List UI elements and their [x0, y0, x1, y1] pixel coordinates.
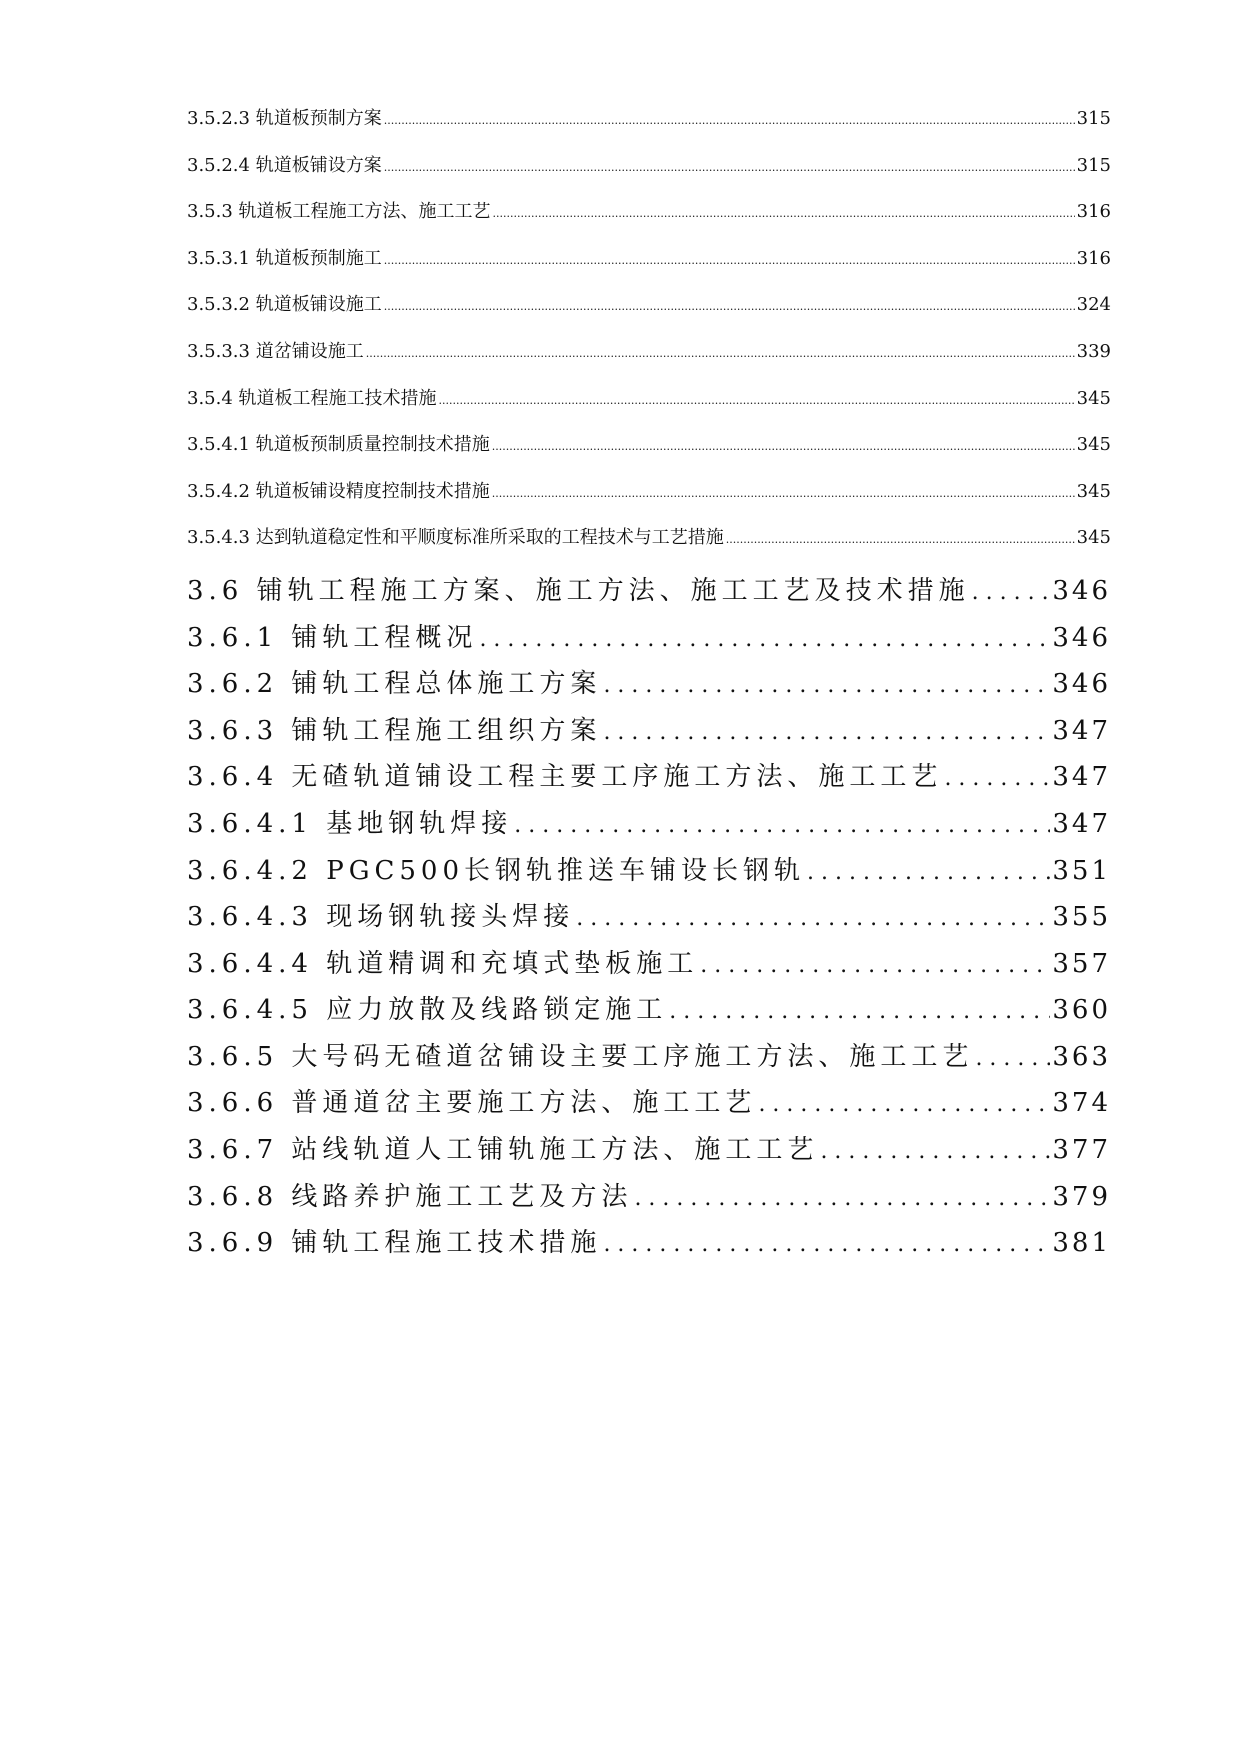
toc-entry-text: 站线轨道人工铺轨施工方法、施工工艺	[291, 1135, 819, 1166]
toc-entry-page: 357	[1052, 948, 1111, 979]
toc-entry-title	[187, 710, 601, 747]
toc-entry-text: 铺轨工程总体施工方案	[291, 669, 602, 700]
dot-leader	[514, 809, 1050, 839]
toc-entry-number: 3.5.4.1	[187, 434, 250, 456]
dot-leader	[700, 949, 1050, 979]
toc-entry[interactable]	[187, 1082, 1111, 1129]
toc-entry-page: 345	[1076, 387, 1111, 409]
toc-entry-text: 现场钢轨接头焊接	[326, 902, 575, 933]
toc-entry-number: 3.6.4	[187, 762, 279, 793]
toc-entry[interactable]	[187, 290, 1111, 337]
toc-entry-page: 345	[1076, 480, 1111, 502]
dot-leader	[384, 294, 1075, 315]
toc-entry-title	[187, 523, 724, 549]
toc-entry[interactable]	[187, 104, 1111, 151]
dot-leader	[975, 1042, 1050, 1072]
toc-entry-page: 346	[1052, 669, 1111, 700]
toc-entry[interactable]	[187, 1176, 1111, 1223]
toc-entry-text: 达到轨道稳定性和平顺度标准所采取的工程技术与工艺措施	[255, 527, 724, 549]
toc-entry-title	[187, 663, 601, 700]
toc-entry[interactable]	[187, 384, 1111, 431]
toc-entry-number: 3.6.6	[187, 1088, 279, 1119]
toc-entry[interactable]	[187, 850, 1111, 897]
toc-entry-title	[187, 989, 667, 1026]
toc-entry[interactable]	[187, 523, 1111, 570]
toc-entry-number: 3.5.4.3	[187, 527, 250, 549]
toc-entry-number: 3.6.9	[187, 1228, 279, 1259]
table-of-contents	[187, 104, 1111, 1269]
toc-entry-page: 316	[1076, 201, 1111, 223]
dot-leader	[384, 248, 1075, 269]
toc-entry-number: 3.6.7	[187, 1135, 279, 1166]
toc-entry-title	[187, 1176, 632, 1213]
toc-entry-title	[187, 1036, 973, 1073]
dot-leader	[820, 1135, 1050, 1165]
dot-leader	[384, 108, 1075, 129]
toc-entry-number: 3.6.3	[187, 715, 279, 746]
toc-entry-number: 3.5.2.3	[187, 108, 250, 129]
toc-entry-number: 3.5.3	[187, 201, 233, 223]
toc-entry-number: 3.6.4.1	[187, 808, 313, 839]
toc-entry-number: 3.5.3.2	[187, 294, 250, 316]
toc-entry-title	[187, 850, 805, 887]
toc-entry-page: 347	[1052, 715, 1111, 746]
toc-entry[interactable]	[187, 1129, 1111, 1176]
toc-entry-page: 315	[1076, 108, 1111, 129]
dot-leader	[944, 762, 1050, 792]
toc-entry-text: 应力放散及线路锁定施工	[326, 995, 668, 1026]
toc-entry-title	[187, 430, 490, 456]
dot-leader	[479, 623, 1050, 653]
dot-leader	[634, 1182, 1050, 1212]
toc-entry[interactable]	[187, 430, 1111, 477]
toc-entry-title	[187, 384, 437, 410]
dot-leader	[758, 1088, 1050, 1118]
toc-entry[interactable]	[187, 477, 1111, 524]
toc-entry-title	[187, 244, 382, 270]
dot-leader	[603, 1228, 1050, 1258]
dot-leader	[972, 576, 1051, 606]
toc-entry[interactable]	[187, 803, 1111, 850]
toc-entry-text: 铺轨工程施工方案、施工方法、施工工艺及技术措施	[256, 575, 970, 606]
dot-leader	[439, 388, 1075, 409]
toc-entry-title	[187, 1129, 818, 1166]
toc-entry[interactable]	[187, 756, 1111, 803]
toc-entry-title	[187, 896, 574, 933]
toc-entry-text: 基地钢轨焊接	[326, 808, 513, 839]
dot-leader	[384, 155, 1075, 176]
toc-entry-text: 大号码无碴道岔铺设主要工序施工方法、施工工艺	[291, 1041, 974, 1072]
toc-entry-page: 316	[1076, 247, 1111, 269]
dot-leader	[366, 341, 1075, 362]
toc-entry-page: 324	[1076, 294, 1111, 316]
toc-entry-text: 道岔铺设施工	[255, 340, 364, 362]
toc-entry-page: 355	[1052, 902, 1111, 933]
toc-entry-page: 360	[1052, 995, 1111, 1026]
toc-entry-title	[187, 756, 942, 793]
toc-entry-text: 轨道板工程施工方法、施工工艺	[238, 201, 491, 223]
toc-entry-page: 379	[1052, 1181, 1111, 1212]
toc-entry-text: 轨道板工程施工技术措施	[238, 387, 437, 409]
toc-entry-page: 347	[1052, 808, 1111, 839]
toc-entry-page: 351	[1052, 855, 1111, 886]
toc-entry-text: 铺轨工程施工组织方案	[291, 715, 602, 746]
toc-entry-title	[187, 197, 491, 223]
toc-entry-text: 轨道板预制质量控制技术措施	[255, 434, 490, 456]
toc-entry-number: 3.6.4.3	[187, 902, 313, 933]
toc-entry-number: 3.5.4	[187, 387, 233, 409]
toc-entry-text: 轨道板铺设精度控制技术措施	[255, 480, 490, 502]
dot-leader	[807, 856, 1050, 886]
toc-entry-number: 3.5.3.1	[187, 247, 250, 269]
toc-entry-number: 3.5.4.2	[187, 480, 250, 502]
toc-entry-page: 374	[1052, 1088, 1111, 1119]
toc-entry-title	[187, 570, 970, 607]
toc-entry-text: 无碴轨道铺设工程主要工序施工方法、施工工艺	[291, 762, 943, 793]
toc-entry-number: 3.5.3.3	[187, 340, 250, 362]
dot-leader	[603, 716, 1050, 746]
toc-entry-number: 3.6	[187, 575, 244, 606]
toc-entry[interactable]	[187, 663, 1111, 710]
toc-entry[interactable]	[187, 617, 1111, 664]
toc-entry-page: 363	[1052, 1041, 1111, 1072]
toc-entry-text: 轨道板铺设施工	[255, 294, 382, 316]
dot-leader	[493, 201, 1075, 222]
toc-entry-number: 3.6.1	[187, 622, 279, 653]
toc-entry-page: 346	[1052, 622, 1111, 653]
toc-entry[interactable]	[187, 570, 1111, 617]
toc-entry-title	[187, 943, 698, 980]
dot-leader	[669, 995, 1050, 1025]
toc-entry-text: 轨道板预制施工	[255, 247, 382, 269]
toc-entry-title	[187, 1222, 601, 1259]
toc-entry[interactable]	[187, 151, 1111, 198]
toc-entry[interactable]	[187, 710, 1111, 757]
toc-entry-page: 347	[1052, 762, 1111, 793]
toc-entry[interactable]	[187, 989, 1111, 1036]
toc-entry-page: 345	[1076, 434, 1111, 456]
toc-entry[interactable]	[187, 244, 1111, 291]
toc-entry-page: 339	[1076, 340, 1111, 362]
dot-leader	[603, 669, 1050, 699]
toc-entry-page: 345	[1076, 527, 1111, 549]
toc-entry-number: 3.6.8	[187, 1181, 279, 1212]
toc-entry[interactable]	[187, 943, 1111, 990]
toc-entry-number: 3.6.2	[187, 669, 279, 700]
toc-entry-text: 铺轨工程施工技术措施	[291, 1228, 602, 1259]
toc-entry-text: 线路养护施工工艺及方法	[291, 1181, 633, 1212]
toc-entry-page: 381	[1052, 1228, 1111, 1259]
toc-entry-number: 3.6.4.2	[187, 855, 313, 886]
dot-leader	[492, 481, 1075, 502]
dot-leader	[576, 902, 1050, 932]
toc-entry[interactable]	[187, 337, 1111, 384]
toc-entry-title	[187, 151, 382, 177]
toc-entry-text: 轨道板预制方案	[255, 108, 382, 129]
toc-entry-text: 轨道精调和充填式垫板施工	[326, 948, 699, 979]
toc-entry-title	[187, 1082, 756, 1119]
toc-entry-text: 铺轨工程概况	[291, 622, 478, 653]
toc-entry-page: 346	[1052, 575, 1111, 606]
toc-entry-text: 普通道岔主要施工方法、施工工艺	[291, 1088, 757, 1119]
toc-entry-page: 315	[1076, 154, 1111, 176]
dot-leader	[726, 527, 1075, 548]
toc-entry-title	[187, 337, 364, 363]
toc-entry-text: 轨道板铺设方案	[255, 154, 382, 176]
toc-entry-number: 3.5.2.4	[187, 154, 250, 176]
toc-entry-title	[187, 477, 490, 503]
toc-entry-title	[187, 104, 382, 130]
toc-entry[interactable]	[187, 1222, 1111, 1269]
toc-entry-title	[187, 803, 512, 840]
toc-entry-text: PGC500长钢轨推送车铺设长钢轨	[326, 855, 806, 886]
toc-entry[interactable]	[187, 896, 1111, 943]
toc-entry-number: 3.6.4.5	[187, 995, 313, 1026]
toc-entry-number: 3.6.4.4	[187, 948, 313, 979]
toc-entry-page: 377	[1052, 1135, 1111, 1166]
dot-leader	[492, 434, 1075, 455]
toc-entry-title	[187, 617, 477, 654]
toc-entry[interactable]	[187, 197, 1111, 244]
toc-entry[interactable]	[187, 1036, 1111, 1083]
toc-entry-title	[187, 290, 382, 316]
toc-entry-number: 3.6.5	[187, 1041, 279, 1072]
